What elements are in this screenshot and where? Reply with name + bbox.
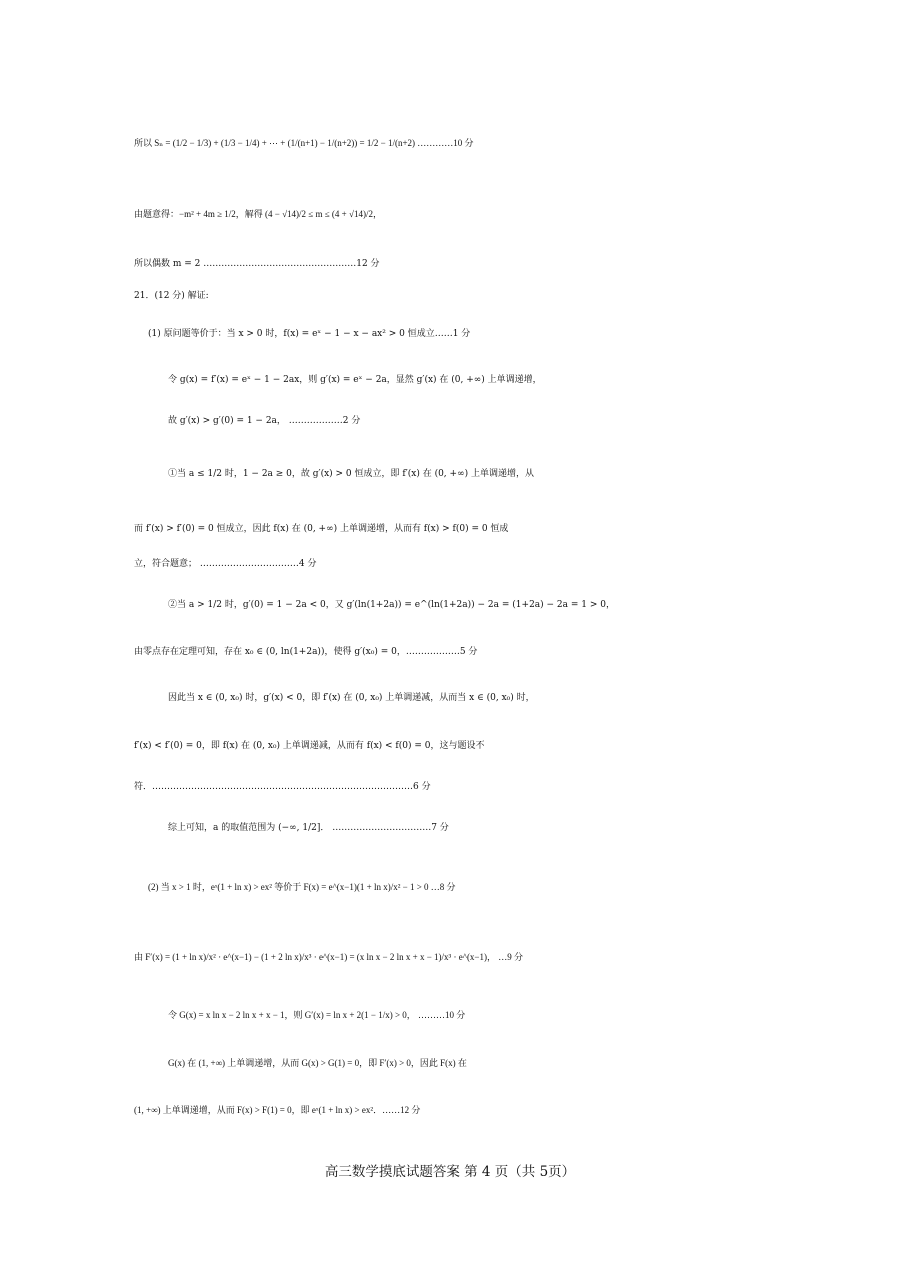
- line-G-increasing: G(x) 在 (1, +∞) 上单调递增，从而 G(x) > G(1) = 0，即 F′(x) > 0，因此 F(x) 在: [168, 1058, 467, 1068]
- line-part1-intro: (1) 原问题等价于：当 x > 0 时，f(x) = eˣ − 1 − x − ax² > 0 恒成立……1 分: [148, 329, 471, 339]
- line-q21-heading: 21．(12 分) 解证:: [134, 291, 209, 301]
- line-g-bound: 故 g′(x) > g′(0) = 1 − 2a， ………………2 分: [168, 416, 361, 426]
- line-contradiction-end: 符．……………………………………………………………………………6 分: [134, 782, 431, 792]
- line-conclusion: 综上可知，a 的取值范围为 (−∞, 1/2]． ……………………………7 分: [168, 823, 449, 833]
- line-zero-point: 由零点存在定理可知，存在 x₀ ∈ (0, ln(1+2a))，使得 g′(x₀) = 0，………………5 分: [134, 647, 478, 657]
- line-case1-end: 立，符合题意； ……………………………4 分: [134, 559, 317, 569]
- page-footer: 高三数学摸底试题答案 第 4 页（共 5页）: [324, 1164, 576, 1180]
- line-case1-cont: 而 f′(x) > f′(0) = 0 恒成立，因此 f(x) 在 (0, +∞) 上单调递增，从而有 f(x) > f(0) = 0 恒成: [134, 524, 509, 534]
- line-decreasing: 因此当 x ∈ (0, x₀) 时，g′(x) < 0，即 f′(x) 在 (0, x₀) 上单调递减，从而当 x ∈ (0, x₀) 时，: [168, 693, 535, 703]
- line-m-range: 由题意得：−m² + 4m ≥ 1/2，解得 (4 − √14)/2 ≤ m ≤ (4 + √14)/2，: [134, 209, 382, 219]
- line-def-g: 令 g(x) = f′(x) = eˣ − 1 − 2ax，则 g′(x) = eˣ − 2a，显然 g′(x) 在 (0, +∞) 上单调递增，: [168, 375, 542, 385]
- line-m-even: 所以偶数 m = 2 ……………………………………………12 分: [134, 259, 380, 269]
- line-case1: ①当 a ≤ 1/2 时，1 − 2a ≥ 0，故 g′(x) > 0 恒成立，即 f′(x) 在 (0, +∞) 上单调递增，从: [168, 469, 534, 479]
- line-case2: ②当 a > 1/2 时，g′(0) = 1 − 2a < 0，又 g′(ln(1+2a)) = e^(ln(1+2a)) − 2a = (1+2a) − 2a = 1 > 0，: [168, 600, 616, 610]
- line-part2: (2) 当 x > 1 时，eˣ(1 + ln x) > ex² 等价于 F(x) = e^(x−1)(1 + ln x)/x² − 1 > 0 …8 分: [148, 882, 456, 892]
- line-final: (1, +∞) 上单调递增，从而 F(x) > F(1) = 0，即 eˣ(1 + ln x) > ex²．……12 分: [134, 1105, 421, 1115]
- line-def-G: 令 G(x) = x ln x − 2 ln x + x − 1，则 G′(x) = ln x + 2(1 − 1/x) > 0， ………10 分: [168, 1010, 466, 1020]
- line-F-derivative: 由 F′(x) = (1 + ln x)/x² · e^(x−1) − (1 + 2 ln x)/x³ · e^(x−1) = (x ln x − 2 ln x + x − 1)/x³ · e^(x−1)， …9 分: [134, 952, 524, 962]
- line-sn-sum: 所以 Sₙ = (1/2 − 1/3) + (1/3 − 1/4) + ⋯ + (1/(n+1) − 1/(n+2)) = 1/2 − 1/(n+2) …………10 分: [134, 138, 474, 148]
- line-contradiction: f′(x) < f′(0) = 0，即 f(x) 在 (0, x₀) 上单调递减，从而有 f(x) < f(0) = 0，这与题设不: [134, 741, 485, 751]
